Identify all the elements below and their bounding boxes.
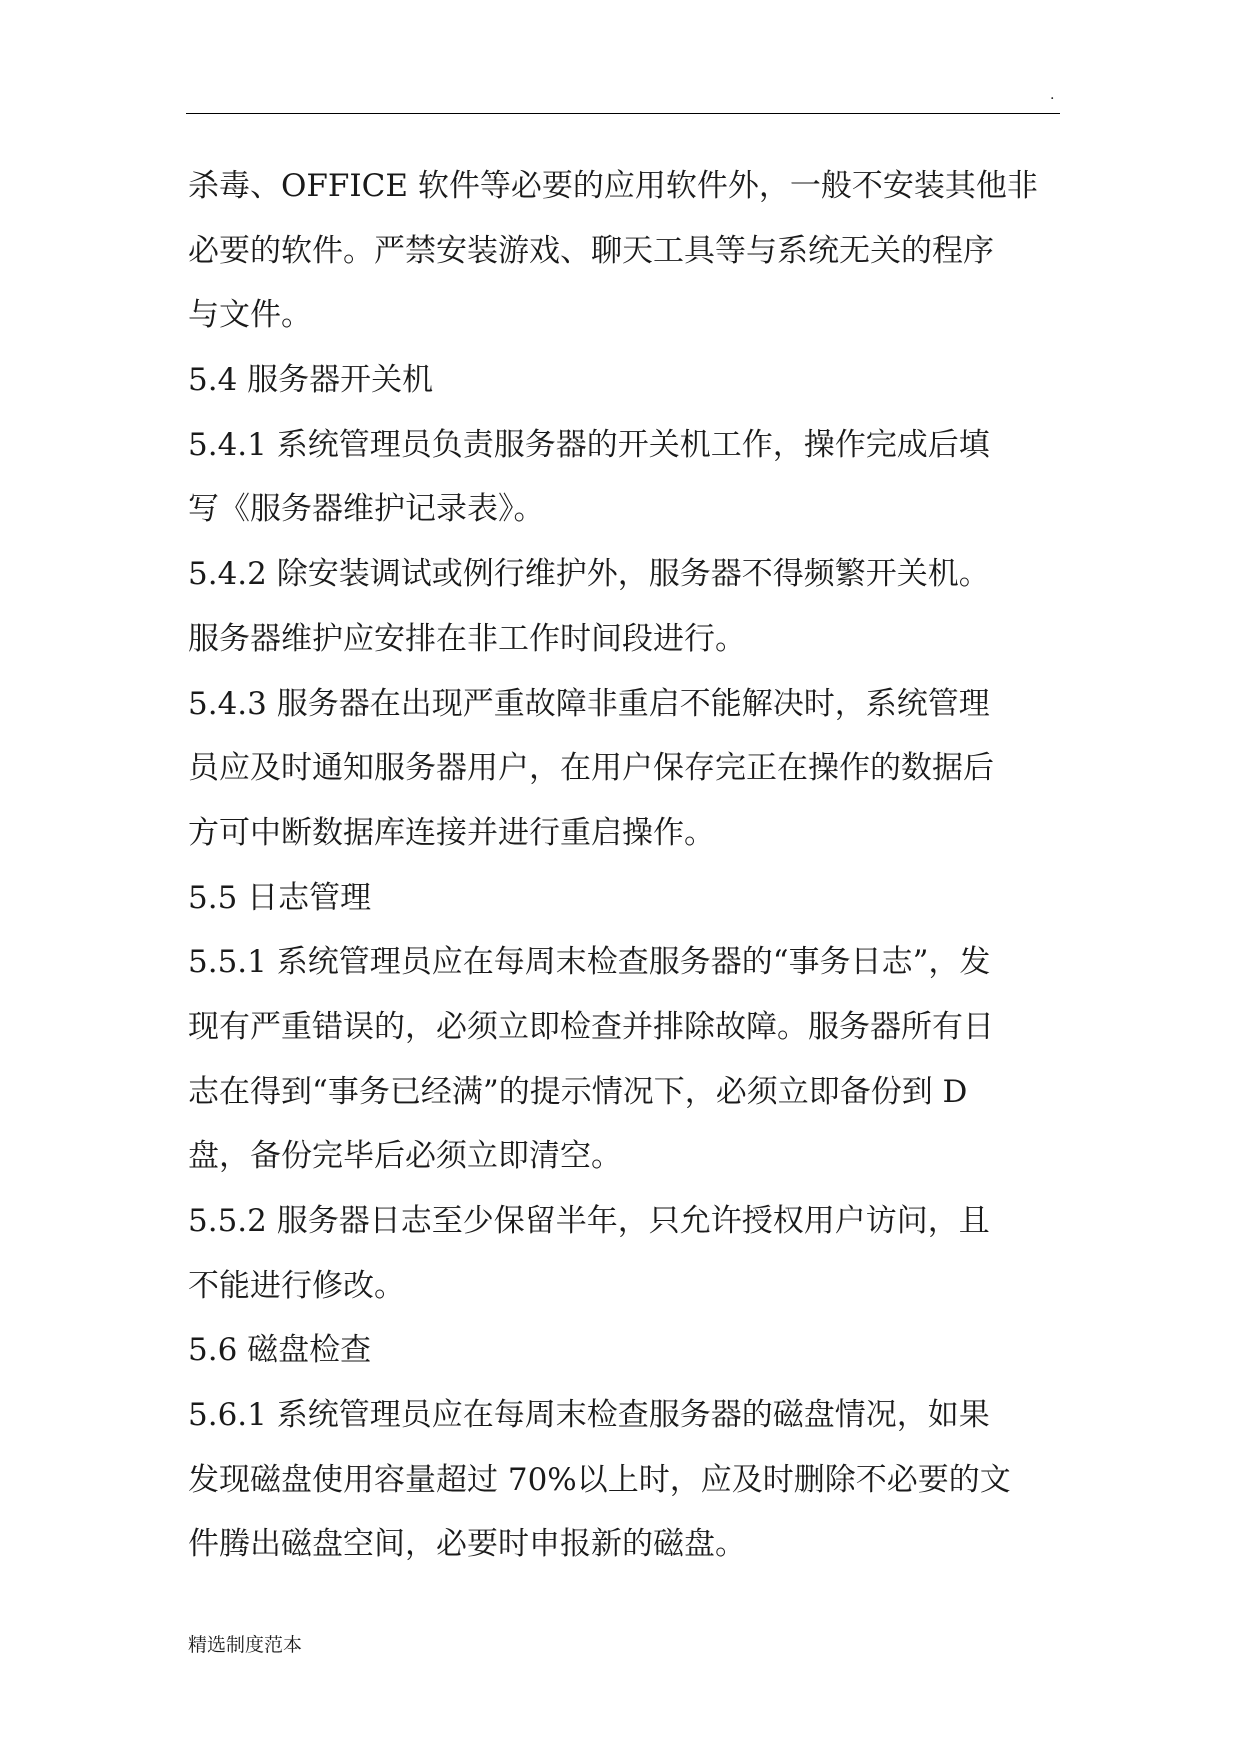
text-line: 员应及时通知服务器用户，在用户保存完正在操作的数据后 xyxy=(188,750,994,787)
text-line: 必要的软件。严禁安装游戏、聊天工具等与系统无关的程序 xyxy=(188,232,994,269)
text-line: 5.5.1 系统管理员应在每周末检查服务器的“事务日志”，发 xyxy=(188,944,991,981)
header-rule xyxy=(186,113,1060,114)
text-line: 不能进行修改。 xyxy=(188,1267,405,1304)
section-heading-5-4: 5.4 服务器开关机 xyxy=(188,362,434,399)
text-line: 5.4.1 系统管理员负责服务器的开关机工作，操作完成后填 xyxy=(188,426,990,463)
text-line: 写《服务器维护记录表》。 xyxy=(188,491,545,528)
text-line: 方可中断数据库连接并进行重启操作。 xyxy=(188,814,715,851)
document-body xyxy=(188,154,1068,1577)
footer-label: 精选制度范本 xyxy=(188,1634,303,1656)
text-line: 5.5.2 服务器日志至少保留半年，只允许授权用户访问，且 xyxy=(188,1203,990,1239)
text-line: 5.4.3 服务器在出现严重故障非重启不能解决时，系统管理 xyxy=(188,685,990,722)
text-line: 杀毒、OFFICE 软件等必要的应用软件外，一般不安装其他非 xyxy=(188,168,1038,204)
text-line: 5.6.1 系统管理员应在每周末检查服务器的磁盘情况，如果 xyxy=(188,1397,990,1434)
text-line: 5.4.2 除安装调试或例行维护外，服务器不得频繁开关机。 xyxy=(188,556,990,593)
text-line: 现有严重错误的，必须立即检查并排除故障。服务器所有日 xyxy=(188,1008,994,1045)
section-heading-5-6: 5.6 磁盘检查 xyxy=(188,1332,372,1369)
text-line: 与文件。 xyxy=(188,297,312,334)
text-line: 盘，备份完毕后必须立即清空。 xyxy=(188,1138,622,1175)
header-mark: . xyxy=(1050,87,1055,103)
section-heading-5-5: 5.5 日志管理 xyxy=(188,879,372,916)
text-line: 服务器维护应安排在非工作时间段进行。 xyxy=(188,620,746,657)
text-line: 志在得到“事务已经满”的提示情况下，必须立即备份到 D xyxy=(188,1073,968,1110)
text-line: 件腾出磁盘空间，必要时申报新的磁盘。 xyxy=(188,1526,746,1563)
text-line: 发现磁盘使用容量超过 70%以上时，应及时删除不必要的文 xyxy=(188,1461,1011,1498)
